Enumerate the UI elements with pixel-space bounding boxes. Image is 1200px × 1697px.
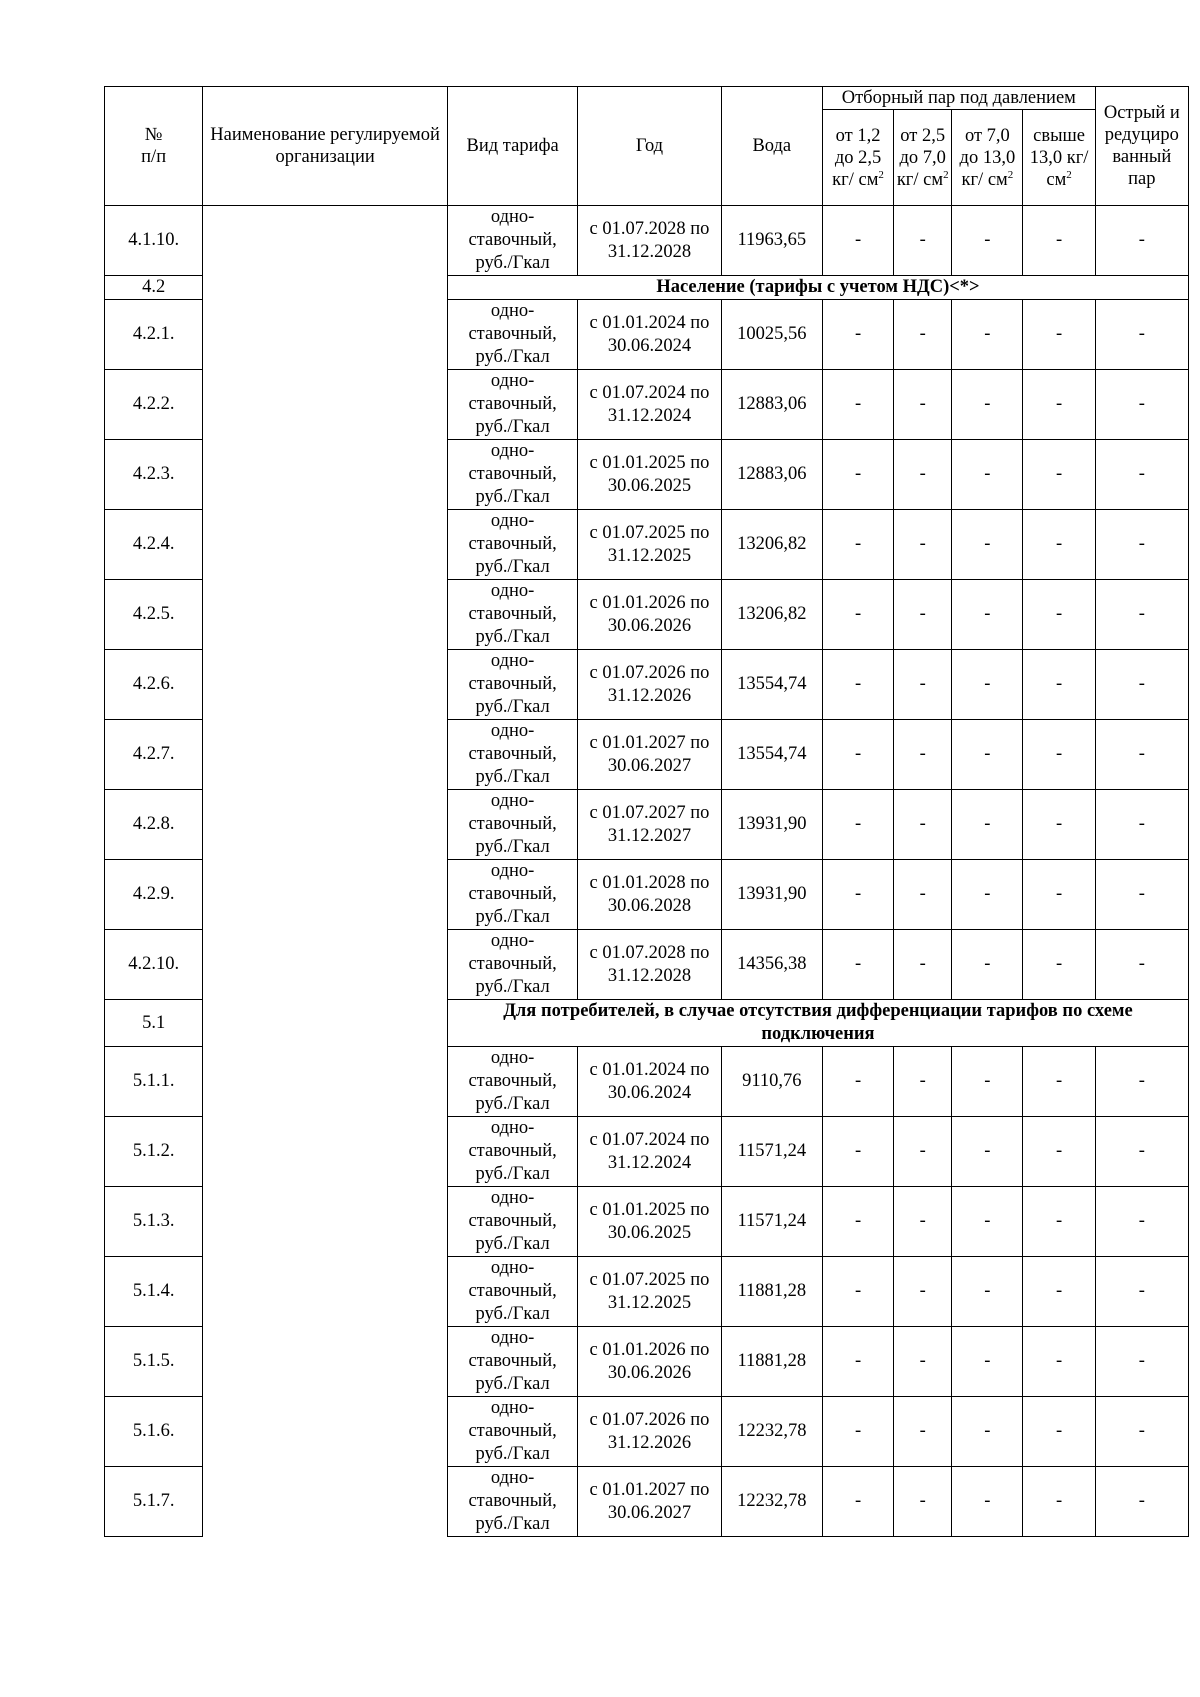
year-cell: с 01.07.2026 по 31.12.2026 [578,650,721,720]
steam-2-cell: - [894,206,952,276]
acute-steam-cell: - [1095,1397,1188,1467]
steam-3-cell: - [952,370,1023,440]
steam-3-cell: - [952,510,1023,580]
row-num: 5.1.5. [105,1327,203,1397]
steam-3-cell: - [952,1397,1023,1467]
year-cell: с 01.01.2026 по 30.06.2026 [578,580,721,650]
steam-2-cell: - [894,510,952,580]
steam-1-cell: - [822,300,893,370]
water-cell: 12883,06 [721,370,822,440]
tariff-type-cell: одно-ставочный, руб./Гкал [447,440,577,510]
acute-steam-cell: - [1095,1327,1188,1397]
row-num: 4.2.9. [105,860,203,930]
header-steam-4: свыше 13,0 кг/ $см^2$ [1023,110,1095,206]
tariff-type-cell: одно-ставочный, руб./Гкал [447,720,577,790]
table-header [105,87,1189,206]
tariff-type-cell: одно-ставочный, руб./Гкал [447,1187,577,1257]
year-cell: с 01.01.2028 по 30.06.2028 [578,860,721,930]
year-cell: с 01.07.2025 по 31.12.2025 [578,1257,721,1327]
row-num: 4.1.10. [105,206,203,276]
steam-2-cell: - [894,1187,952,1257]
water-cell: 13931,90 [721,860,822,930]
year-cell: с 01.01.2027 по 30.06.2027 [578,1467,721,1537]
tariff-type-cell: одно-ставочный, руб./Гкал [447,1397,577,1467]
row-num: 5.1.1. [105,1047,203,1117]
year-cell: с 01.01.2025 по 30.06.2025 [578,1187,721,1257]
year-cell: с 01.07.2026 по 31.12.2026 [578,1397,721,1467]
steam-1-cell: - [822,1467,893,1537]
year-cell: с 01.01.2027 по 30.06.2027 [578,720,721,790]
steam-4-cell: - [1023,300,1095,370]
water-cell: 12883,06 [721,440,822,510]
steam-1-cell: - [822,1187,893,1257]
row-num: 4.2.6. [105,650,203,720]
section-title: Для потребителей, в случае отсутствия дифференциации тарифов по схеме подключения [447,1000,1188,1047]
steam-2-cell: - [894,860,952,930]
header-year: Год [578,87,721,206]
acute-steam-cell: - [1095,930,1188,1000]
water-cell: 11881,28 [721,1257,822,1327]
steam-1-cell: - [822,440,893,510]
year-cell: с 01.01.2024 по 30.06.2024 [578,300,721,370]
steam-3-cell: - [952,1327,1023,1397]
water-cell: 11963,65 [721,206,822,276]
steam-4-cell: - [1023,650,1095,720]
row-num: 5.1.3. [105,1187,203,1257]
organization-cell [203,206,448,1000]
section-title: Население (тарифы с учетом НДС)<*> [447,276,1188,300]
tariff-type-cell: одно-ставочный, руб./Гкал [447,1327,577,1397]
tariff-type-cell: одно-ставочный, руб./Гкал [447,1257,577,1327]
steam-4-cell: - [1023,206,1095,276]
steam-1-cell: - [822,720,893,790]
steam-1-cell: - [822,370,893,440]
water-cell: 12232,78 [721,1397,822,1467]
tariff-type-cell: одно-ставочный, руб./Гкал [447,650,577,720]
acute-steam-cell: - [1095,1047,1188,1117]
header-steam-2: от 2,5 до 7,0 кг/ $см^2$ [894,110,952,206]
acute-steam-cell: - [1095,206,1188,276]
steam-3-cell: - [952,580,1023,650]
steam-2-cell: - [894,370,952,440]
steam-4-cell: - [1023,1327,1095,1397]
water-cell: 11571,24 [721,1187,822,1257]
acute-steam-cell: - [1095,1117,1188,1187]
steam-1-cell: - [822,1327,893,1397]
year-cell: с 01.07.2025 по 31.12.2025 [578,510,721,580]
steam-2-cell: - [894,720,952,790]
table-body [105,206,1189,1537]
steam-2-cell: - [894,1397,952,1467]
acute-steam-cell: - [1095,1467,1188,1537]
steam-2-cell: - [894,580,952,650]
steam-1-cell: - [822,1397,893,1467]
steam-2-cell: - [894,650,952,720]
row-num: 5.1.2. [105,1117,203,1187]
steam-4-cell: - [1023,510,1095,580]
steam-4-cell: - [1023,790,1095,860]
steam-1-cell: - [822,510,893,580]
steam-4-cell: - [1023,440,1095,510]
steam-3-cell: - [952,1047,1023,1117]
acute-steam-cell: - [1095,440,1188,510]
steam-3-cell: - [952,1257,1023,1327]
water-cell: 11571,24 [721,1117,822,1187]
header-tariff-type: Вид тарифа [447,87,577,206]
water-cell: 13206,82 [721,510,822,580]
year-cell: с 01.07.2028 по 31.12.2028 [578,206,721,276]
tariff-type-cell: одно-ставочный, руб./Гкал [447,790,577,860]
section-row [105,1000,1189,1047]
steam-3-cell: - [952,206,1023,276]
water-cell: 10025,56 [721,300,822,370]
water-cell: 14356,38 [721,930,822,1000]
row-num: 5.1.4. [105,1257,203,1327]
steam-2-cell: - [894,1257,952,1327]
steam-1-cell: - [822,206,893,276]
water-cell: 13554,74 [721,720,822,790]
year-cell: с 01.07.2024 по 31.12.2024 [578,370,721,440]
acute-steam-cell: - [1095,580,1188,650]
steam-4-cell: - [1023,370,1095,440]
steam-2-cell: - [894,1327,952,1397]
steam-4-cell: - [1023,1257,1095,1327]
steam-3-cell: - [952,650,1023,720]
tariff-type-cell: одно-ставочный, руб./Гкал [447,1467,577,1537]
header-num: № п/п [105,87,203,206]
tariff-type-cell: одно-ставочный, руб./Гкал [447,1047,577,1117]
tariff-type-cell: одно-ставочный, руб./Гкал [447,860,577,930]
row-num: 4.2.1. [105,300,203,370]
tariff-type-cell: одно-ставочный, руб./Гкал [447,510,577,580]
water-cell: 12232,78 [721,1467,822,1537]
header-steam-group: Отборный пар под давлением [822,87,1095,110]
acute-steam-cell: - [1095,790,1188,860]
steam-3-cell: - [952,860,1023,930]
steam-1-cell: - [822,860,893,930]
steam-2-cell: - [894,930,952,1000]
steam-1-cell: - [822,930,893,1000]
steam-3-cell: - [952,930,1023,1000]
tariff-type-cell: одно-ставочный, руб./Гкал [447,580,577,650]
section-num: 4.2 [105,276,203,300]
row-num: 4.2.2. [105,370,203,440]
steam-3-cell: - [952,440,1023,510]
year-cell: с 01.07.2028 по 31.12.2028 [578,930,721,1000]
row-num: 5.1.6. [105,1397,203,1467]
steam-2-cell: - [894,300,952,370]
steam-3-cell: - [952,790,1023,860]
steam-3-cell: - [952,1117,1023,1187]
steam-4-cell: - [1023,1467,1095,1537]
tariff-type-cell: одно-ставочный, руб./Гкал [447,930,577,1000]
row-num: 4.2.10. [105,930,203,1000]
acute-steam-cell: - [1095,860,1188,930]
tariff-type-cell: одно-ставочный, руб./Гкал [447,370,577,440]
steam-1-cell: - [822,1117,893,1187]
year-cell: с 01.07.2024 по 31.12.2024 [578,1117,721,1187]
year-cell: с 01.01.2025 по 30.06.2025 [578,440,721,510]
row-num: 4.2.5. [105,580,203,650]
water-cell: 13931,90 [721,790,822,860]
steam-1-cell: - [822,650,893,720]
header-steam-1: от 1,2 до 2,5 кг/ $см^2$ [822,110,893,206]
header-water: Вода [721,87,822,206]
acute-steam-cell: - [1095,370,1188,440]
row-num: 5.1.7. [105,1467,203,1537]
steam-4-cell: - [1023,1117,1095,1187]
header-org: Наименование регулируемой организации [203,87,448,206]
steam-3-cell: - [952,1187,1023,1257]
steam-4-cell: - [1023,580,1095,650]
year-cell: с 01.01.2026 по 30.06.2026 [578,1327,721,1397]
row-num: 4.2.3. [105,440,203,510]
table-row [105,206,1189,276]
steam-4-cell: - [1023,1397,1095,1467]
tariff-type-cell: одно-ставочный, руб./Гкал [447,300,577,370]
tariff-type-cell: одно-ставочный, руб./Гкал [447,206,577,276]
steam-1-cell: - [822,790,893,860]
water-cell: 9110,76 [721,1047,822,1117]
steam-1-cell: - [822,1257,893,1327]
steam-3-cell: - [952,720,1023,790]
steam-4-cell: - [1023,720,1095,790]
year-cell: с 01.07.2027 по 31.12.2027 [578,790,721,860]
tariff-type-cell: одно-ставочный, руб./Гкал [447,1117,577,1187]
steam-3-cell: - [952,1467,1023,1537]
header-steam-3: от 7,0 до 13,0 кг/ $см^2$ [952,110,1023,206]
steam-4-cell: - [1023,1047,1095,1117]
steam-2-cell: - [894,790,952,860]
organization-cell [203,1000,448,1537]
header-acute-steam: Острый и редуциро ванный пар [1095,87,1188,206]
steam-2-cell: - [894,1117,952,1187]
steam-4-cell: - [1023,1187,1095,1257]
steam-1-cell: - [822,1047,893,1117]
acute-steam-cell: - [1095,1187,1188,1257]
acute-steam-cell: - [1095,1257,1188,1327]
row-num: 4.2.8. [105,790,203,860]
steam-2-cell: - [894,440,952,510]
year-cell: с 01.01.2024 по 30.06.2024 [578,1047,721,1117]
steam-1-cell: - [822,580,893,650]
acute-steam-cell: - [1095,720,1188,790]
water-cell: 13206,82 [721,580,822,650]
row-num: 4.2.4. [105,510,203,580]
steam-2-cell: - [894,1467,952,1537]
steam-4-cell: - [1023,930,1095,1000]
steam-2-cell: - [894,1047,952,1117]
water-cell: 13554,74 [721,650,822,720]
row-num: 4.2.7. [105,720,203,790]
acute-steam-cell: - [1095,650,1188,720]
acute-steam-cell: - [1095,300,1188,370]
water-cell: 11881,28 [721,1327,822,1397]
acute-steam-cell: - [1095,510,1188,580]
tariff-table [104,86,1189,1537]
steam-4-cell: - [1023,860,1095,930]
steam-3-cell: - [952,300,1023,370]
section-num: 5.1 [105,1000,203,1047]
